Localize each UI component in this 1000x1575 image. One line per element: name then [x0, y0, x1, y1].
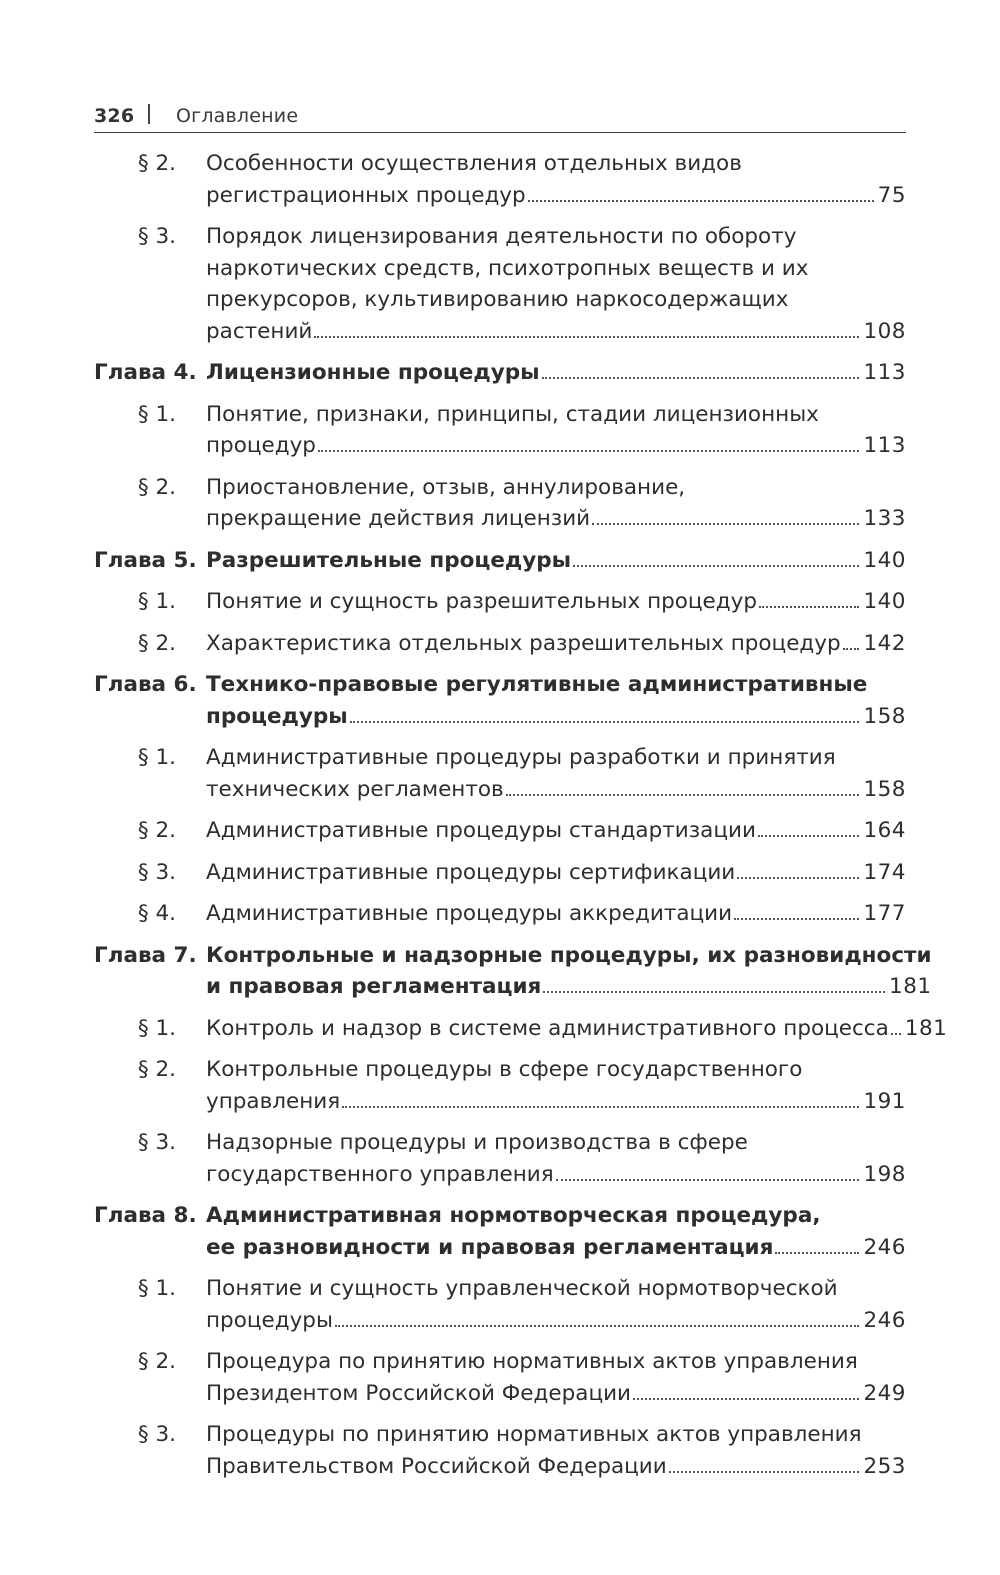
section-label: § 3.	[137, 859, 176, 885]
entry-title	[206, 545, 906, 577]
entry-page-number: 191	[863, 1088, 906, 1114]
entry-title	[206, 669, 906, 732]
entry-page-number: 158	[863, 703, 906, 729]
toc-chapter-entry	[94, 1200, 906, 1263]
section-label: § 2.	[137, 151, 176, 176]
entry-title	[206, 1013, 947, 1045]
toc-section-entry	[94, 472, 906, 535]
dot-leader	[843, 648, 860, 650]
entry-title	[206, 1127, 906, 1190]
dot-leader	[542, 377, 860, 379]
dot-leader	[528, 200, 874, 202]
entry-title	[206, 472, 906, 535]
entry-title-last-line	[206, 1451, 906, 1483]
entry-title-line: Порядок лицензирования деятельности по обороту	[206, 224, 797, 249]
entry-title-line: государственного управления	[206, 1161, 554, 1187]
dot-leader	[573, 565, 859, 567]
entry-title-line: процедур	[206, 433, 316, 458]
dot-leader	[734, 918, 859, 920]
toc-chapter-entry	[94, 940, 932, 1003]
entry-page-number: 198	[863, 1161, 906, 1187]
entry-title	[206, 857, 906, 889]
dot-leader	[318, 450, 859, 452]
entry-title-line: Разрешительные процедуры	[206, 547, 572, 573]
section-label: § 2.	[137, 818, 176, 843]
entry-title-last-line	[206, 774, 906, 806]
entry-title-last-line	[206, 1305, 906, 1337]
entry-title-line: Контрольные и надзорные процедуры, их разновидности	[206, 942, 932, 968]
entry-title-last-line	[206, 1086, 906, 1118]
dot-leader	[775, 1252, 859, 1254]
toc-section-entry	[94, 1054, 906, 1117]
entry-title-line: растений	[206, 318, 313, 344]
toc-section-entry	[94, 898, 906, 930]
entry-title-last-line	[206, 180, 906, 212]
table-of-contents	[94, 148, 948, 1492]
toc-chapter-entry	[94, 357, 906, 389]
entry-title-line: Административные процедуры сертификации	[206, 859, 736, 885]
entry-title-line: ее разновидности и правовая регламентация	[206, 1234, 774, 1260]
entry-page-number: 164	[863, 818, 906, 843]
entry-page-number: 113	[863, 360, 906, 385]
entry-title-last-line	[206, 815, 906, 847]
toc-section-entry	[94, 399, 906, 462]
section-label: § 3.	[137, 224, 176, 249]
entry-title-line: Процедура по принятию нормативных актов управления	[206, 1349, 858, 1374]
dot-leader	[633, 1398, 859, 1400]
entry-title	[206, 148, 906, 211]
entry-title-last-line	[206, 430, 906, 462]
entry-title-line: Контроль и надзор в системе административного процесса	[206, 1015, 889, 1041]
entry-title-line: Лицензионные процедуры	[206, 360, 540, 385]
dot-leader	[342, 1106, 859, 1108]
entry-title-line: Административные процедуры стандартизации	[206, 818, 756, 843]
entry-title-line: Процедуры по принятию нормативных актов управления	[206, 1422, 862, 1447]
toc-section-entry	[94, 1013, 948, 1045]
section-label: § 1.	[137, 1276, 176, 1301]
entry-page-number: 177	[863, 901, 906, 926]
dot-leader	[759, 606, 859, 608]
entry-title-line: управления	[206, 1088, 341, 1114]
entry-title-last-line	[206, 586, 906, 618]
entry-title	[206, 221, 906, 347]
entry-page-number: 246	[863, 1307, 906, 1333]
entry-title	[206, 399, 906, 462]
chapter-label: Глава 4.	[94, 360, 197, 385]
toc-section-entry	[94, 221, 906, 347]
entry-title-last-line	[206, 1378, 906, 1410]
entry-page-number: 108	[863, 318, 906, 344]
entry-title-last-line	[206, 857, 906, 889]
toc-section-entry	[94, 857, 906, 889]
toc-section-entry	[94, 1127, 906, 1190]
entry-page-number: 174	[863, 859, 906, 885]
dot-leader	[335, 1325, 860, 1327]
section-label: § 1.	[137, 589, 176, 614]
entry-title-last-line	[206, 701, 906, 733]
entry-page-number: 181	[889, 974, 932, 999]
entry-title	[206, 815, 906, 847]
page-header	[94, 102, 906, 133]
entry-title-line: наркотических средств, психотропных веществ и их	[206, 255, 809, 281]
entry-title	[206, 1346, 906, 1409]
entry-title-line: Административные процедуры разработки и принятия	[206, 745, 836, 770]
entry-page-number: 133	[863, 506, 906, 531]
entry-title-line: Правительством Российской Федерации	[206, 1453, 667, 1479]
dot-leader	[350, 721, 860, 723]
toc-chapter-entry	[94, 669, 906, 732]
entry-title-last-line	[206, 971, 932, 1003]
entry-page-number: 75	[877, 182, 906, 208]
entry-title-line: Понятие и сущность управленческой нормотворческой	[206, 1276, 838, 1301]
entry-title	[206, 742, 906, 805]
entry-title-last-line	[206, 545, 906, 577]
section-label: § 2.	[137, 474, 176, 500]
entry-page-number: 158	[863, 776, 906, 802]
entry-page-number: 140	[863, 547, 906, 573]
toc-section-entry	[94, 586, 906, 618]
dot-leader	[891, 1033, 901, 1035]
header-separator	[148, 104, 150, 124]
toc-section-entry	[94, 148, 906, 211]
chapter-label: Глава 6.	[94, 672, 197, 697]
entry-title-line: Надзорные процедуры и производства в сфере	[206, 1130, 748, 1155]
entry-title-last-line	[206, 316, 906, 348]
dot-leader	[506, 794, 860, 796]
toc-section-entry	[94, 1419, 906, 1482]
dot-leader	[556, 1179, 860, 1181]
entry-page-number: 181	[904, 1015, 948, 1041]
entry-title-line: процедуры	[206, 1307, 333, 1333]
toc-section-entry	[94, 742, 906, 805]
dot-leader	[314, 336, 859, 338]
entry-title-line: прекурсоров, культивированию наркосодержащих	[206, 287, 789, 312]
entry-title-last-line	[206, 1232, 906, 1264]
entry-title	[206, 628, 906, 660]
entry-title-line: Особенности осуществления отдельных видов	[206, 151, 742, 176]
dot-leader	[543, 991, 885, 993]
entry-title-last-line	[206, 357, 906, 389]
dot-leader	[669, 1471, 860, 1473]
section-label: § 1.	[137, 401, 176, 427]
running-title: Оглавление	[176, 105, 299, 127]
entry-title	[206, 1054, 906, 1117]
entry-title	[206, 586, 906, 618]
toc-section-entry	[94, 815, 906, 847]
entry-title-last-line	[206, 503, 906, 535]
section-label: § 1.	[137, 1015, 176, 1041]
entry-title	[206, 898, 906, 930]
entry-title	[206, 1200, 906, 1263]
entry-title-line: Понятие и сущность разрешительных процедур	[206, 589, 758, 614]
dot-leader	[737, 877, 859, 879]
entry-title-last-line	[206, 1013, 947, 1045]
entry-title	[206, 357, 906, 389]
entry-title-line: и правовая регламентация	[206, 974, 542, 999]
chapter-label: Глава 5.	[94, 547, 197, 573]
chapter-label: Глава 8.	[94, 1203, 197, 1228]
entry-title-line: технических регламентов	[206, 776, 504, 802]
entry-title-line: Технико-правовые регулятивные административные	[206, 672, 868, 697]
entry-title-line: процедуры	[206, 703, 348, 729]
entry-page-number: 253	[863, 1453, 906, 1479]
toc-section-entry	[94, 1346, 906, 1409]
entry-title-line: Президентом Российской Федерации	[206, 1380, 632, 1406]
entry-page-number: 142	[863, 630, 906, 656]
entry-title-line: Характеристика отдельных разрешительных процедур	[206, 630, 841, 656]
entry-page-number: 249	[863, 1380, 906, 1406]
entry-title-last-line	[206, 1159, 906, 1191]
entry-page-number: 113	[863, 433, 906, 458]
page-number: 326	[94, 105, 135, 127]
entry-title-line: регистрационных процедур	[206, 182, 526, 208]
entry-page-number: 246	[863, 1234, 906, 1260]
toc-chapter-entry	[94, 545, 906, 577]
section-label: § 2.	[137, 1057, 176, 1082]
entry-title-line: Контрольные процедуры в сфере государственного	[206, 1057, 803, 1082]
section-label: § 2.	[137, 1349, 176, 1374]
entry-title	[206, 1419, 906, 1482]
toc-section-entry	[94, 1273, 906, 1336]
entry-page-number: 140	[863, 589, 906, 614]
entry-title-line: Приостановление, отзыв, аннулирование,	[206, 474, 686, 500]
section-label: § 4.	[137, 901, 176, 926]
section-label: § 3.	[137, 1422, 176, 1447]
entry-title-last-line	[206, 628, 906, 660]
section-label: § 2.	[137, 630, 176, 656]
entry-title	[206, 1273, 906, 1336]
entry-title-line: Понятие, признаки, принципы, стадии лицензионных	[206, 401, 819, 427]
entry-title-line: Административные процедуры аккредитации	[206, 901, 733, 926]
section-label: § 1.	[137, 745, 176, 770]
chapter-label: Глава 7.	[94, 942, 197, 968]
entry-title-last-line	[206, 898, 906, 930]
section-label: § 3.	[137, 1130, 176, 1155]
dot-leader	[758, 835, 860, 837]
entry-title-line: Административная нормотворческая процедура,	[206, 1203, 821, 1228]
toc-section-entry	[94, 628, 906, 660]
entry-title	[206, 940, 932, 1003]
entry-title-line: прекращение действия лицензий	[206, 506, 591, 531]
dot-leader	[592, 523, 859, 525]
